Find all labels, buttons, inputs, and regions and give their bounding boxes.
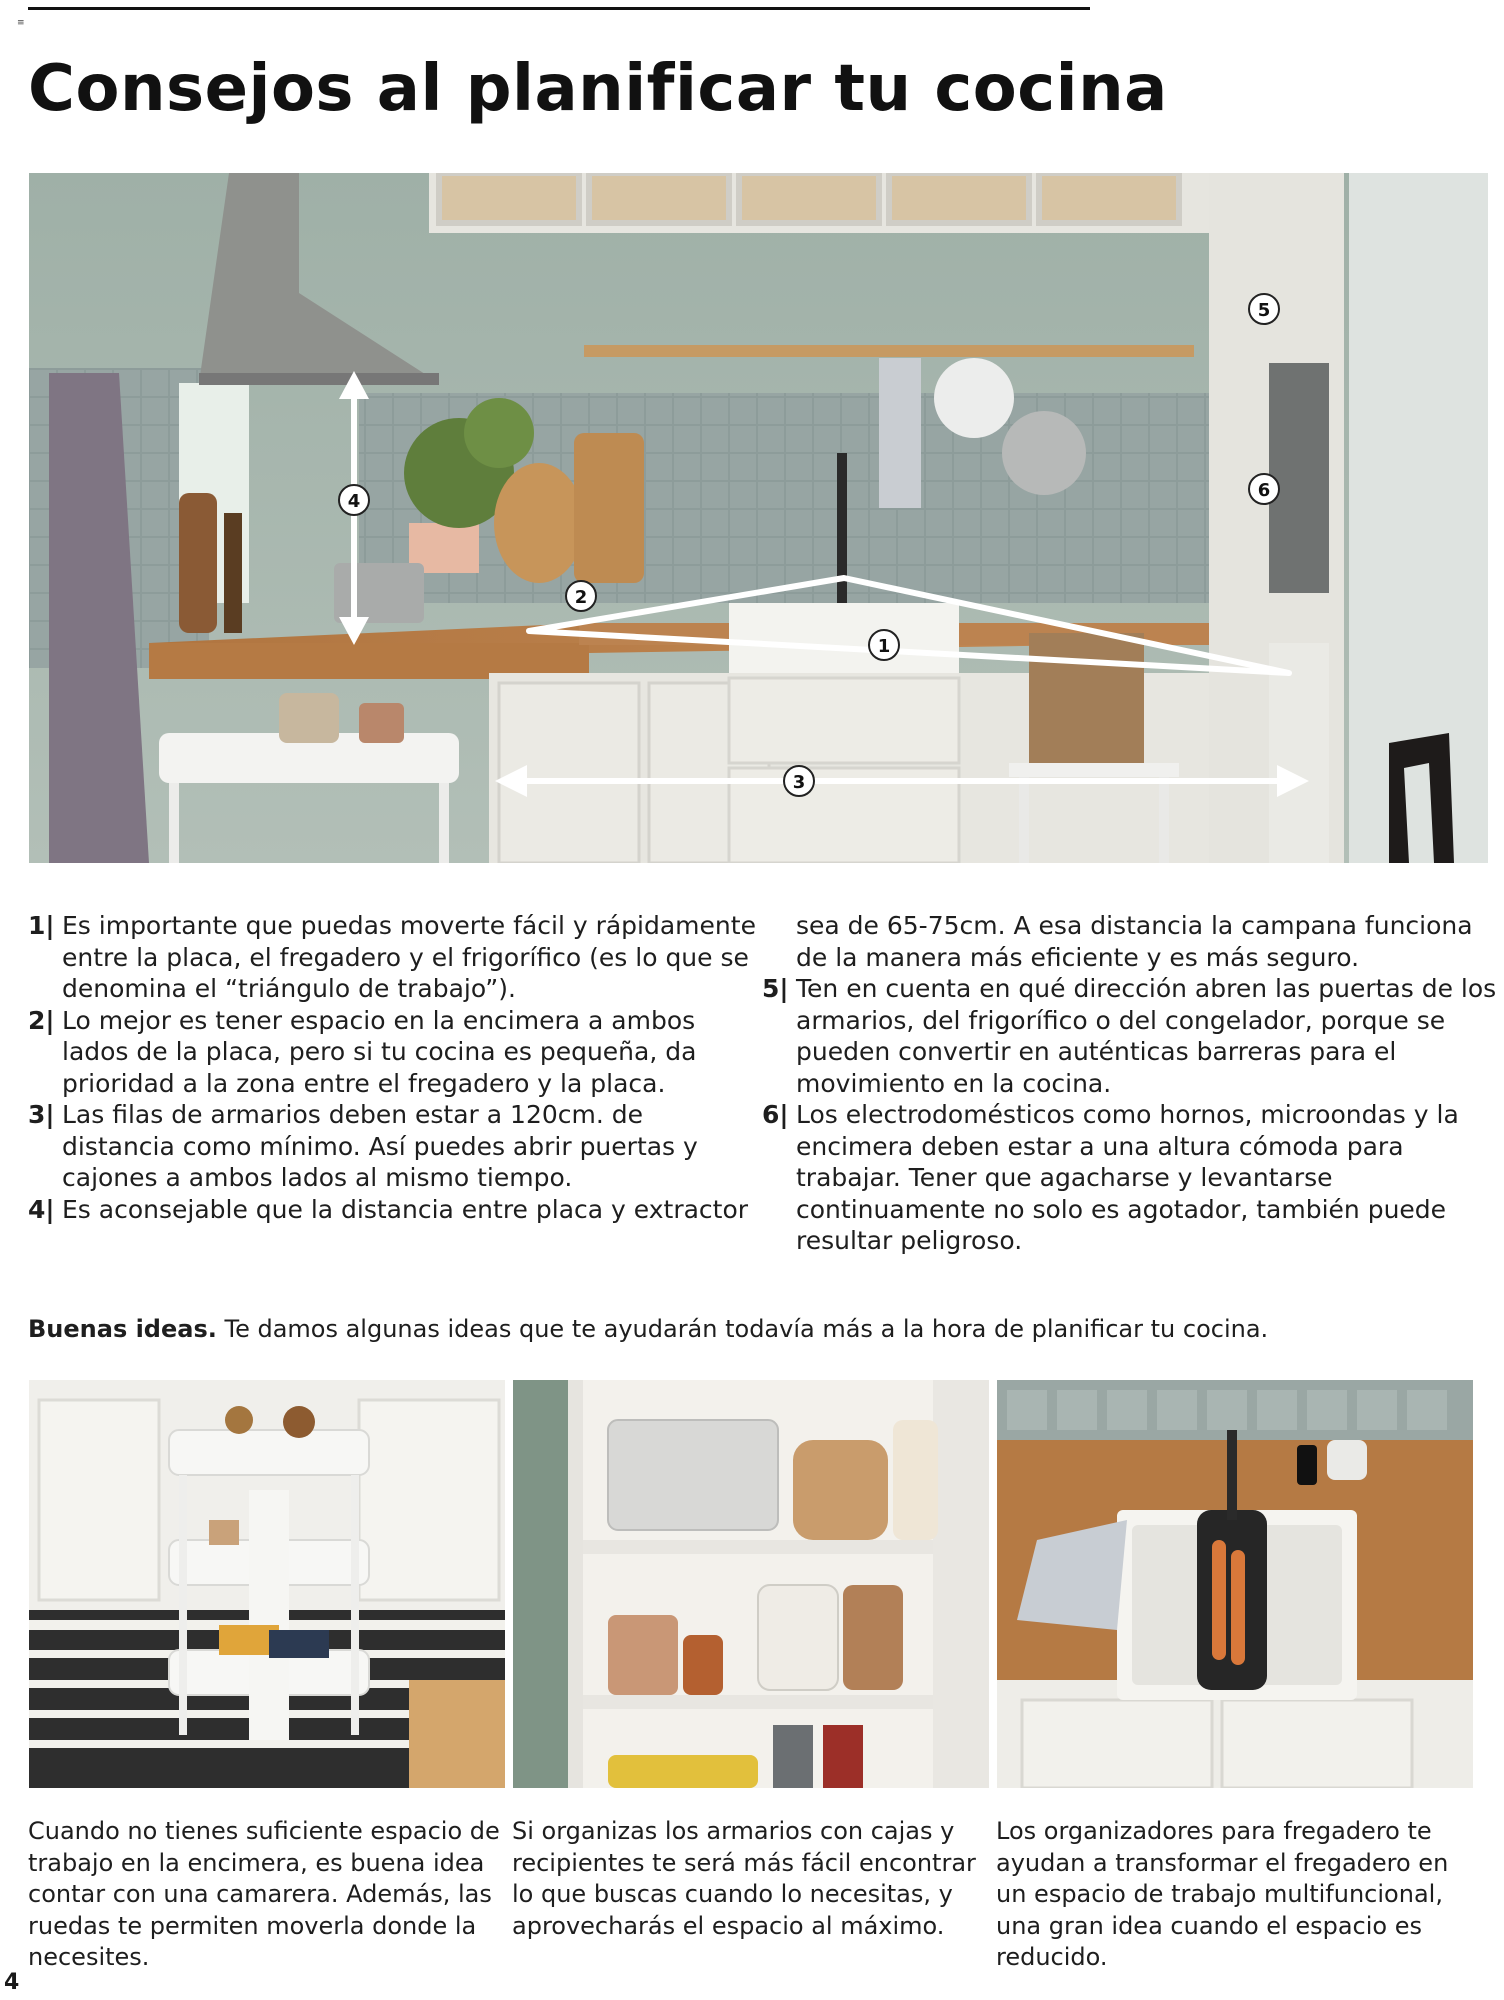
tip-4-continuation: sea de 65-75cm. A esa distancia la campana funciona de la manera más eficiente y es más seguro. xyxy=(796,911,1473,972)
marker-2 xyxy=(566,581,596,611)
ideas-intro xyxy=(28,1315,1268,1343)
kitchen-hero-photo xyxy=(29,173,1488,863)
marker-5 xyxy=(1249,294,1279,324)
menu-icon[interactable]: ≡ xyxy=(17,18,25,28)
tips-column-left xyxy=(28,910,758,1225)
page-number: 4 xyxy=(4,1970,20,1995)
marker-6 xyxy=(1249,474,1279,504)
svg-text:4: 4 xyxy=(347,491,361,512)
tip-3: 3| Las filas de armarios deben estar a 120cm. de distancia como mínimo. Así puedes abrir puertas y cajones a ambos lados al mismo tiempo. xyxy=(28,1100,698,1192)
caption-cabinet-storage: Si organizas los armarios con cajas y recipientes te será más fácil encontrar lo que buscas cuando lo necesitas, y aprovecharás el espacio al máximo. xyxy=(512,1817,976,1940)
marker-4 xyxy=(339,485,369,515)
photo-cabinet-storage xyxy=(513,1380,989,1788)
caption-kitchen-cart: Cuando no tienes suficiente espacio de trabajo en la encimera, es buena idea contar con una camarera. Además, las ruedas te permiten moverla donde la necesites. xyxy=(28,1817,500,1971)
marker-1 xyxy=(869,630,899,660)
ideas-lead: Buenas ideas. xyxy=(28,1315,217,1343)
marker-3 xyxy=(784,766,814,796)
caption-sink-organizer: Los organizadores para fregadero te ayudan a transformar el fregadero en un espacio de trabajo multifuncional, una gran idea cuando el espacio es reducido. xyxy=(996,1817,1449,1971)
svg-text:6: 6 xyxy=(1257,480,1271,501)
page-title: Consejos al planificar tu cocina xyxy=(28,52,1168,126)
tip-1: 1| Es importante que puedas moverte fácil y rápidamente entre la placa, el fregadero y el frigorífico (es lo que se denomina el “triángulo de trabajo”). xyxy=(28,911,756,1003)
tip-5: 5| Ten en cuenta en qué dirección abren las puertas de los armarios, del frigorífico o del congelador, porque se pueden convertir en auténticas barreras para el movimiento en la cocina. xyxy=(762,974,1497,1098)
svg-text:2: 2 xyxy=(574,587,588,608)
top-rule xyxy=(28,7,1090,10)
photo-kitchen-cart xyxy=(29,1380,505,1788)
svg-text:1: 1 xyxy=(877,636,891,657)
tip-4: 4| Es aconsejable que la distancia entre placa y extractor xyxy=(28,1194,749,1224)
svg-text:3: 3 xyxy=(792,772,806,793)
tip-6: 6| Los electrodomésticos como hornos, microondas y la encimera deben estar a una altura cómoda para trabajar. Tener que agacharse y levantarse continuamente no solo es agotador, también puede resultar peligroso. xyxy=(762,1100,1459,1255)
svg-text:5: 5 xyxy=(1257,300,1271,321)
ideas-text: Te damos algunas ideas que te ayudarán todavía más a la hora de planificar tu cocina. xyxy=(216,1315,1269,1343)
tips-column-right xyxy=(762,910,1502,1257)
tip-2: 2| Lo mejor es tener espacio en la encimera a ambos lados de la placa, pero si tu cocina es pequeña, da prioridad a la zona entre el fregadero y la placa. xyxy=(28,1005,697,1098)
photo-sink-organizer xyxy=(997,1380,1473,1788)
